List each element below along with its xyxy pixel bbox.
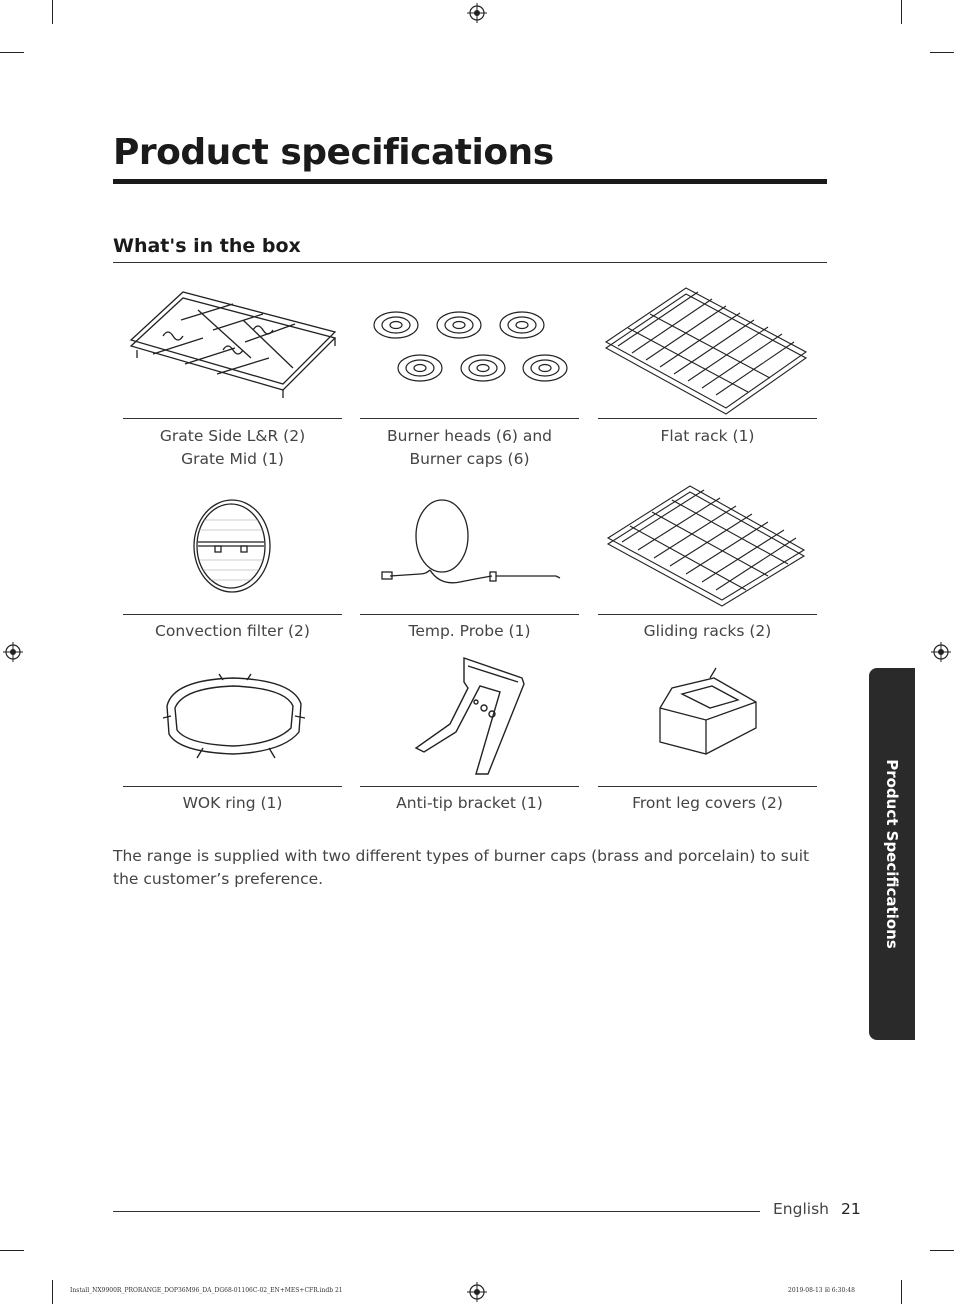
item-label: Anti-tip bracket (1) <box>396 794 543 812</box>
side-tab-label: Product Specifications <box>883 759 901 949</box>
supply-note: The range is supplied with two different types of burner caps (brass and porcelain) to suit the customer’s preference. <box>113 847 810 888</box>
footer-language: English <box>773 1200 829 1218</box>
item-label: Front leg covers (2) <box>632 794 783 812</box>
crop-mark <box>930 52 954 53</box>
crop-mark <box>901 1280 902 1304</box>
crop-mark <box>52 0 53 24</box>
wok-ring-icon <box>123 656 342 776</box>
crop-mark <box>930 1250 954 1251</box>
temp-probe-icon <box>360 490 579 610</box>
print-timestamp: 2019-08-13 ☒ 6:30:48 <box>788 1287 855 1294</box>
item-label: Grate Side L&R (2) Grate Mid (1) <box>159 427 306 468</box>
registration-mark-icon <box>3 642 23 662</box>
crop-mark <box>901 0 902 24</box>
side-section-tab <box>869 668 915 1040</box>
section-rule <box>113 262 827 263</box>
item-label: WOK ring (1) <box>182 794 283 812</box>
convection-filter-icon <box>123 490 342 610</box>
print-slug: Install_NX9900R_PRORANGE_DOP36M96_DA_DG68-01106C-02_EN+MES+CFR.indb 21 <box>70 1287 343 1294</box>
footer-rule <box>113 1211 760 1212</box>
leg-cover-icon <box>598 656 817 781</box>
crop-mark <box>0 52 24 53</box>
crop-mark <box>52 1280 53 1304</box>
registration-mark-icon <box>467 3 487 23</box>
item-label: Convection filter (2) <box>155 622 310 640</box>
section-title: What's in the box <box>113 235 301 257</box>
crop-mark <box>0 1250 24 1251</box>
gliding-rack-icon <box>598 480 817 610</box>
flat-rack-icon <box>598 280 817 415</box>
registration-mark-icon <box>467 1282 487 1302</box>
item-label: Temp. Probe (1) <box>408 622 531 640</box>
title-rule <box>113 179 827 184</box>
registration-mark-icon <box>931 642 951 662</box>
grate-icon <box>123 280 342 410</box>
item-label: Gliding racks (2) <box>643 622 772 640</box>
burner-heads-icon <box>360 280 579 410</box>
item-label: Burner heads (6) and Burner caps (6) <box>387 427 552 468</box>
item-label: Flat rack (1) <box>660 427 755 445</box>
anti-tip-bracket-icon <box>360 656 579 781</box>
page-number: 21 <box>841 1200 861 1218</box>
page-title: Product specifications <box>113 132 554 173</box>
